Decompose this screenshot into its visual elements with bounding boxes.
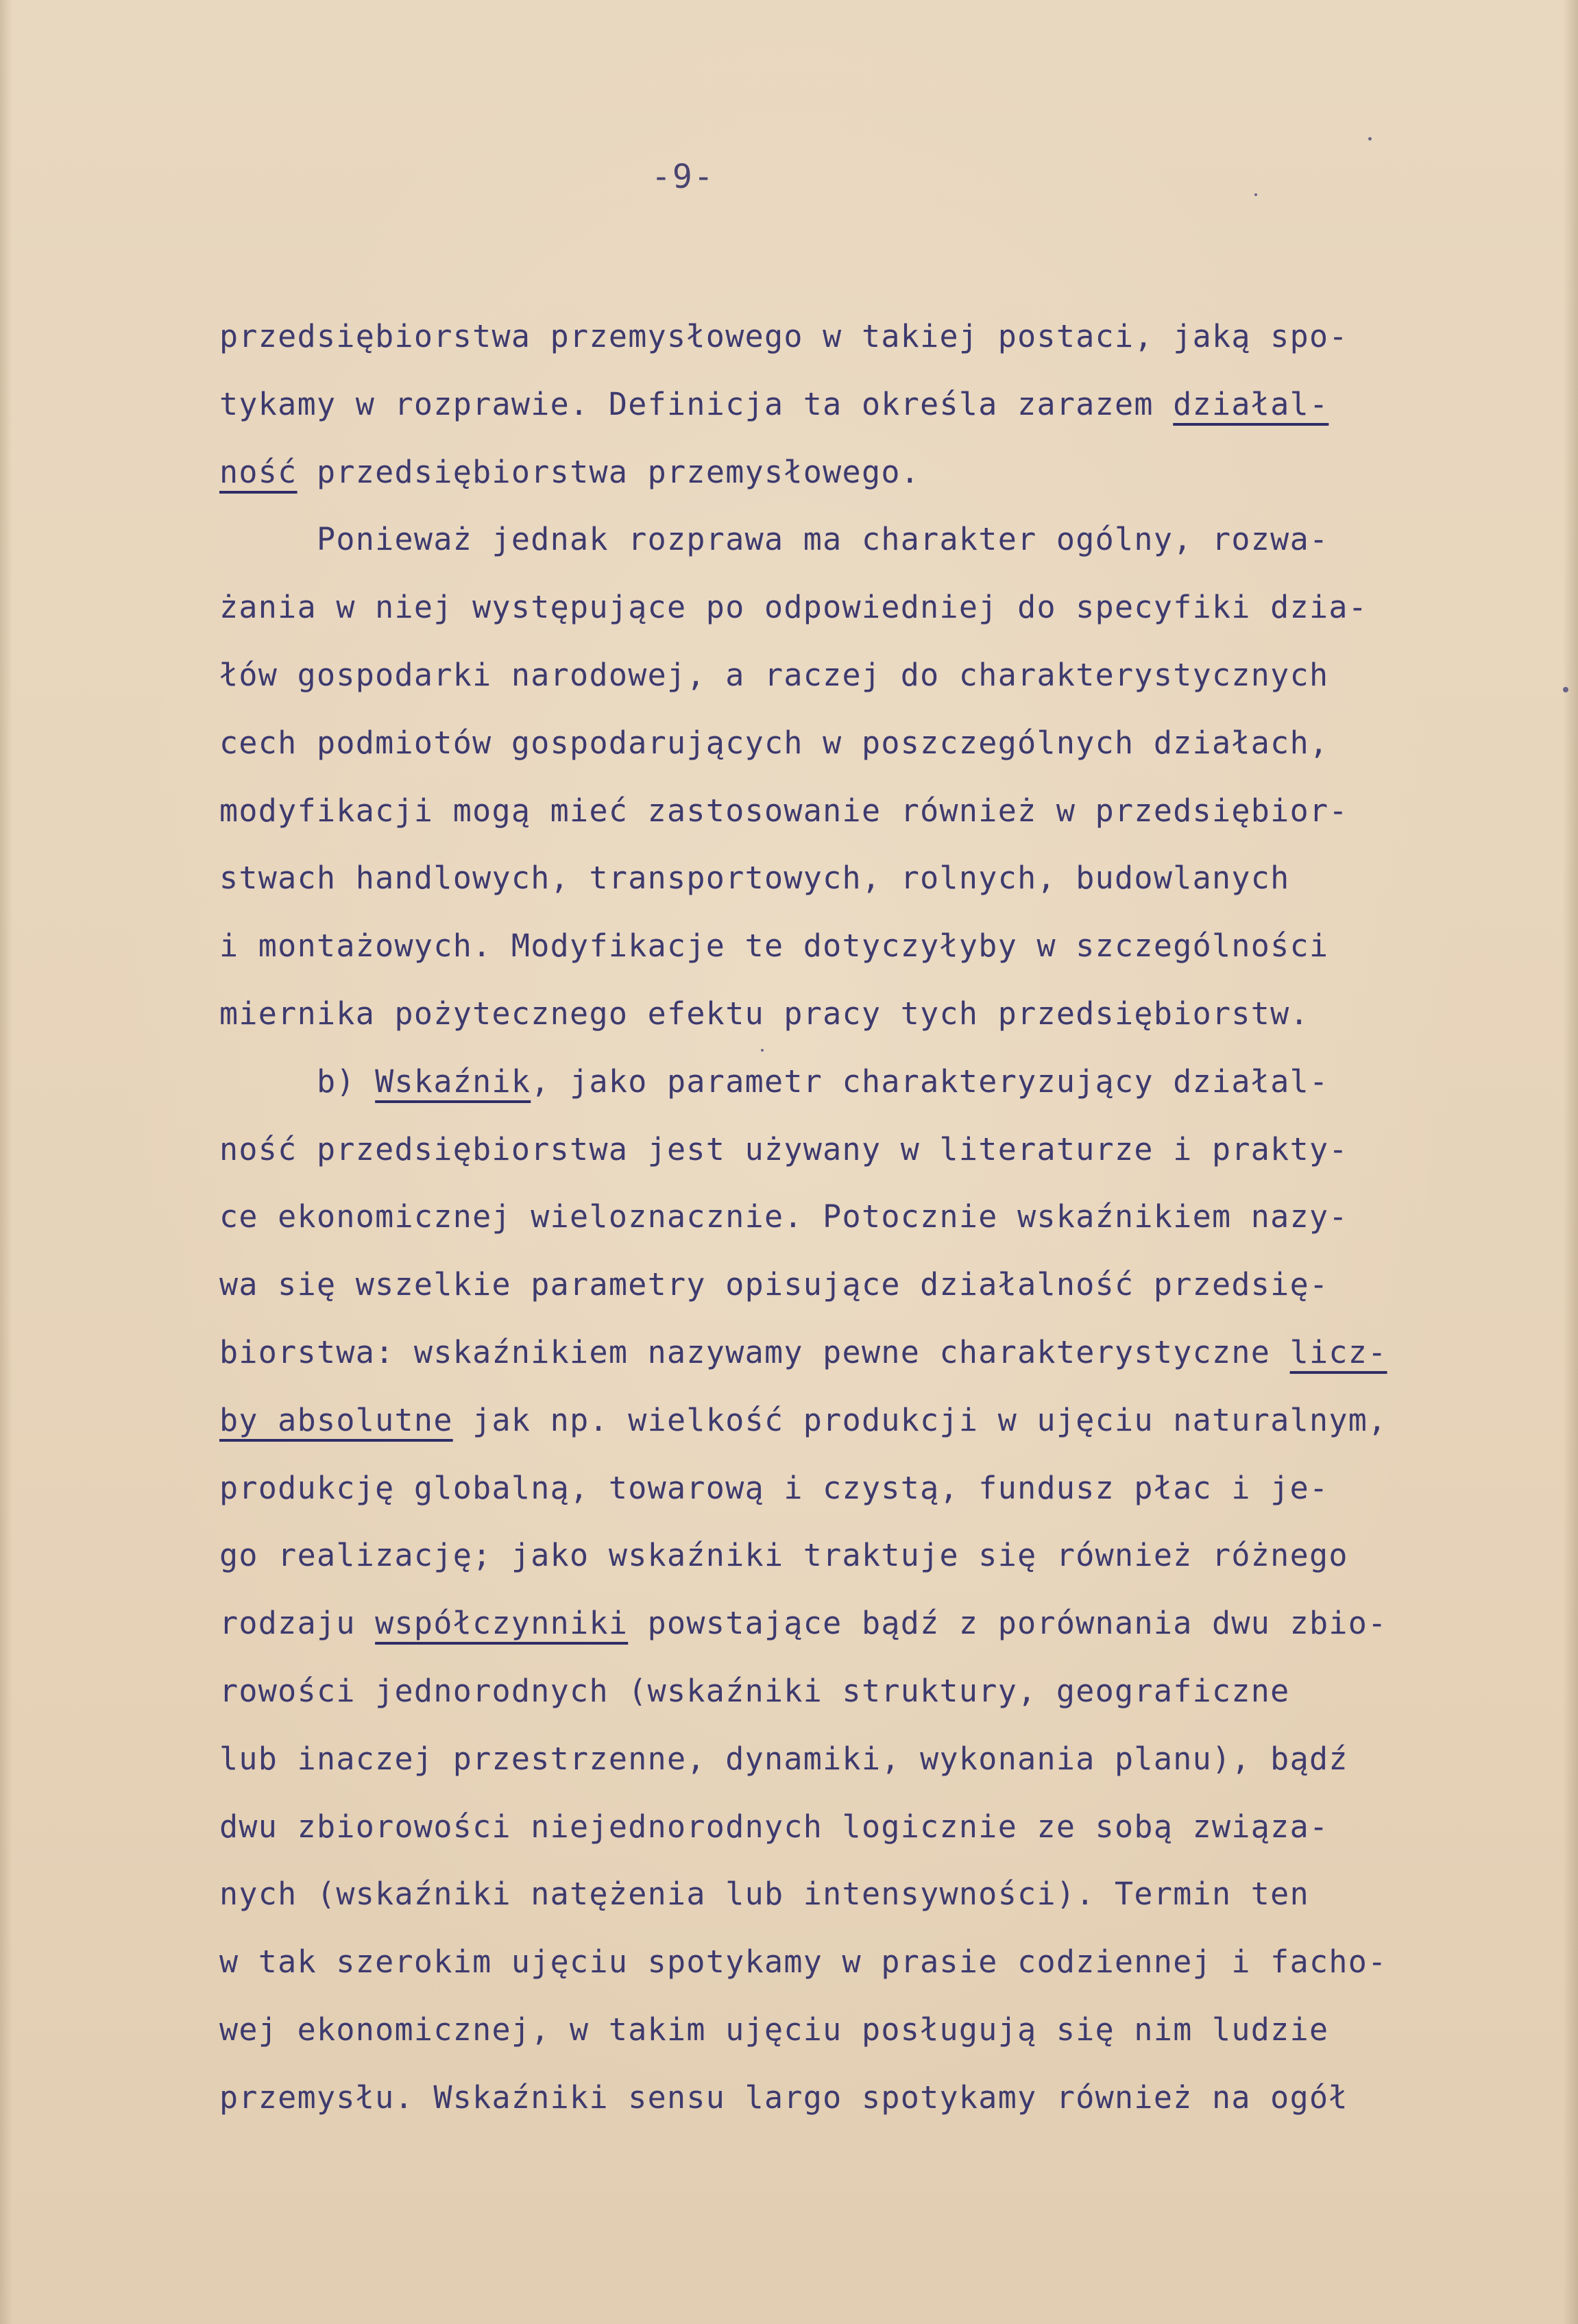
text-run: go realizację; jako wskaźniki traktuje się również różnego	[219, 1537, 1348, 1574]
underlined-term: współczynniki	[375, 1605, 629, 1642]
text-line	[219, 1658, 1508, 1726]
text-run: cech podmiotów gospodarujących w poszczególnych działach,	[219, 724, 1329, 761]
page-edge-right	[1563, 0, 1578, 2324]
text-line	[219, 777, 1508, 845]
text-run: lub inaczej przestrzenne, dynamiki, wykonania planu), bądź	[219, 1740, 1348, 1777]
text-run: w tak szerokim ujęciu spotykamy w prasie codziennej i facho-	[219, 1944, 1387, 1981]
text-run: tykamy w rozprawie. Definicja ta określa zarazem	[219, 385, 1174, 422]
text-run: przemysłu. Wskaźniki sensu largo spotykamy również na ogół	[219, 2079, 1348, 2116]
text-line	[219, 845, 1508, 912]
text-line	[219, 1928, 1508, 1996]
text-line	[219, 710, 1508, 777]
text-run: miernika pożytecznego efektu pracy tych przedsiębiorstw.	[219, 995, 1309, 1032]
text-line	[219, 303, 1508, 371]
text-run: powstające bądź z porównania dwu zbio-	[628, 1605, 1387, 1642]
text-run: biorstwa: wskaźnikiem nazywamy pewne charakterystyczne	[219, 1333, 1290, 1370]
text-line	[219, 642, 1508, 710]
text-line	[219, 1793, 1508, 1861]
text-line	[219, 1251, 1508, 1319]
text-line	[219, 2064, 1508, 2132]
text-line	[219, 439, 1508, 507]
text-line	[219, 1387, 1508, 1455]
text-run: wa się wszelkie parametry opisujące działalność przedsię-	[219, 1266, 1329, 1303]
text-run: stwach handlowych, transportowych, rolnych, budowlanych	[219, 860, 1290, 897]
paper-speck	[1368, 137, 1372, 141]
text-line	[219, 1319, 1508, 1387]
text-line	[219, 1455, 1508, 1523]
paper-speck	[1563, 687, 1568, 692]
text-line	[219, 1590, 1508, 1658]
paper-speck	[1254, 193, 1257, 196]
underlined-term: ność	[219, 453, 298, 490]
text-line	[219, 574, 1508, 642]
text-run: rowości jednorodnych (wskaźniki struktury, geograficzne	[219, 1672, 1290, 1709]
underlined-term: licz-	[1289, 1333, 1387, 1370]
text-line	[219, 1996, 1508, 2064]
text-line	[219, 1183, 1508, 1251]
underlined-term: by absolutne	[219, 1401, 453, 1438]
text-line	[219, 506, 1508, 574]
text-line	[219, 912, 1508, 980]
text-line	[219, 1861, 1508, 1928]
text-run: rodzaju	[219, 1605, 376, 1642]
paper-speck	[761, 1049, 764, 1052]
text-line	[219, 980, 1508, 1048]
text-run: nych (wskaźniki natężenia lub intensywności). Termin ten	[219, 1876, 1309, 1913]
text-run: przedsiębiorstwa przemysłowego.	[297, 453, 921, 490]
text-run: produkcję globalną, towarową i czystą, fundusz płac i je-	[219, 1469, 1329, 1506]
text-line	[219, 1048, 1508, 1116]
text-run: ność przedsiębiorstwa jest używany w literaturze i prakty-	[219, 1130, 1348, 1167]
text-run: przedsiębiorstwa przemysłowego w takiej postaci, jaką spo-	[219, 318, 1348, 354]
text-run: wej ekonomicznej, w takim ujęciu posługują się nim ludzie	[219, 2011, 1329, 2048]
underlined-term: działal-	[1173, 385, 1329, 422]
text-run: żania w niej występujące po odpowiedniej do specyfiki dzia-	[219, 589, 1368, 626]
text-run: , jako parametr charakteryzujący działal-	[531, 1063, 1329, 1100]
text-run: łów gospodarki narodowej, a raczej do charakterystycznych	[219, 656, 1329, 693]
text-run: Ponieważ jednak rozprawa ma charakter ogólny, rozwa-	[219, 521, 1329, 558]
page-number: -9-	[651, 158, 715, 196]
text-line	[219, 1116, 1508, 1184]
text-line	[219, 1726, 1508, 1793]
text-run: dwu zbiorowości niejednorodnych logicznie ze sobą związa-	[219, 1808, 1329, 1845]
body-text	[219, 303, 1508, 2132]
text-run: ce ekonomicznej wieloznacznie. Potocznie wskaźnikiem nazy-	[219, 1198, 1348, 1235]
page-edge-left	[0, 0, 12, 2324]
underlined-term: Wskaźnik	[375, 1063, 531, 1100]
text-run: b)	[219, 1063, 376, 1100]
text-run: jak np. wielkość produkcji w ujęciu naturalnym,	[452, 1401, 1387, 1438]
text-run: i montażowych. Modyfikacje te dotyczyłyby w szczególności	[219, 928, 1329, 965]
text-run: modyfikacji mogą mieć zastosowanie również w przedsiębior-	[219, 792, 1348, 829]
text-line	[219, 1522, 1508, 1590]
text-line	[219, 371, 1508, 439]
